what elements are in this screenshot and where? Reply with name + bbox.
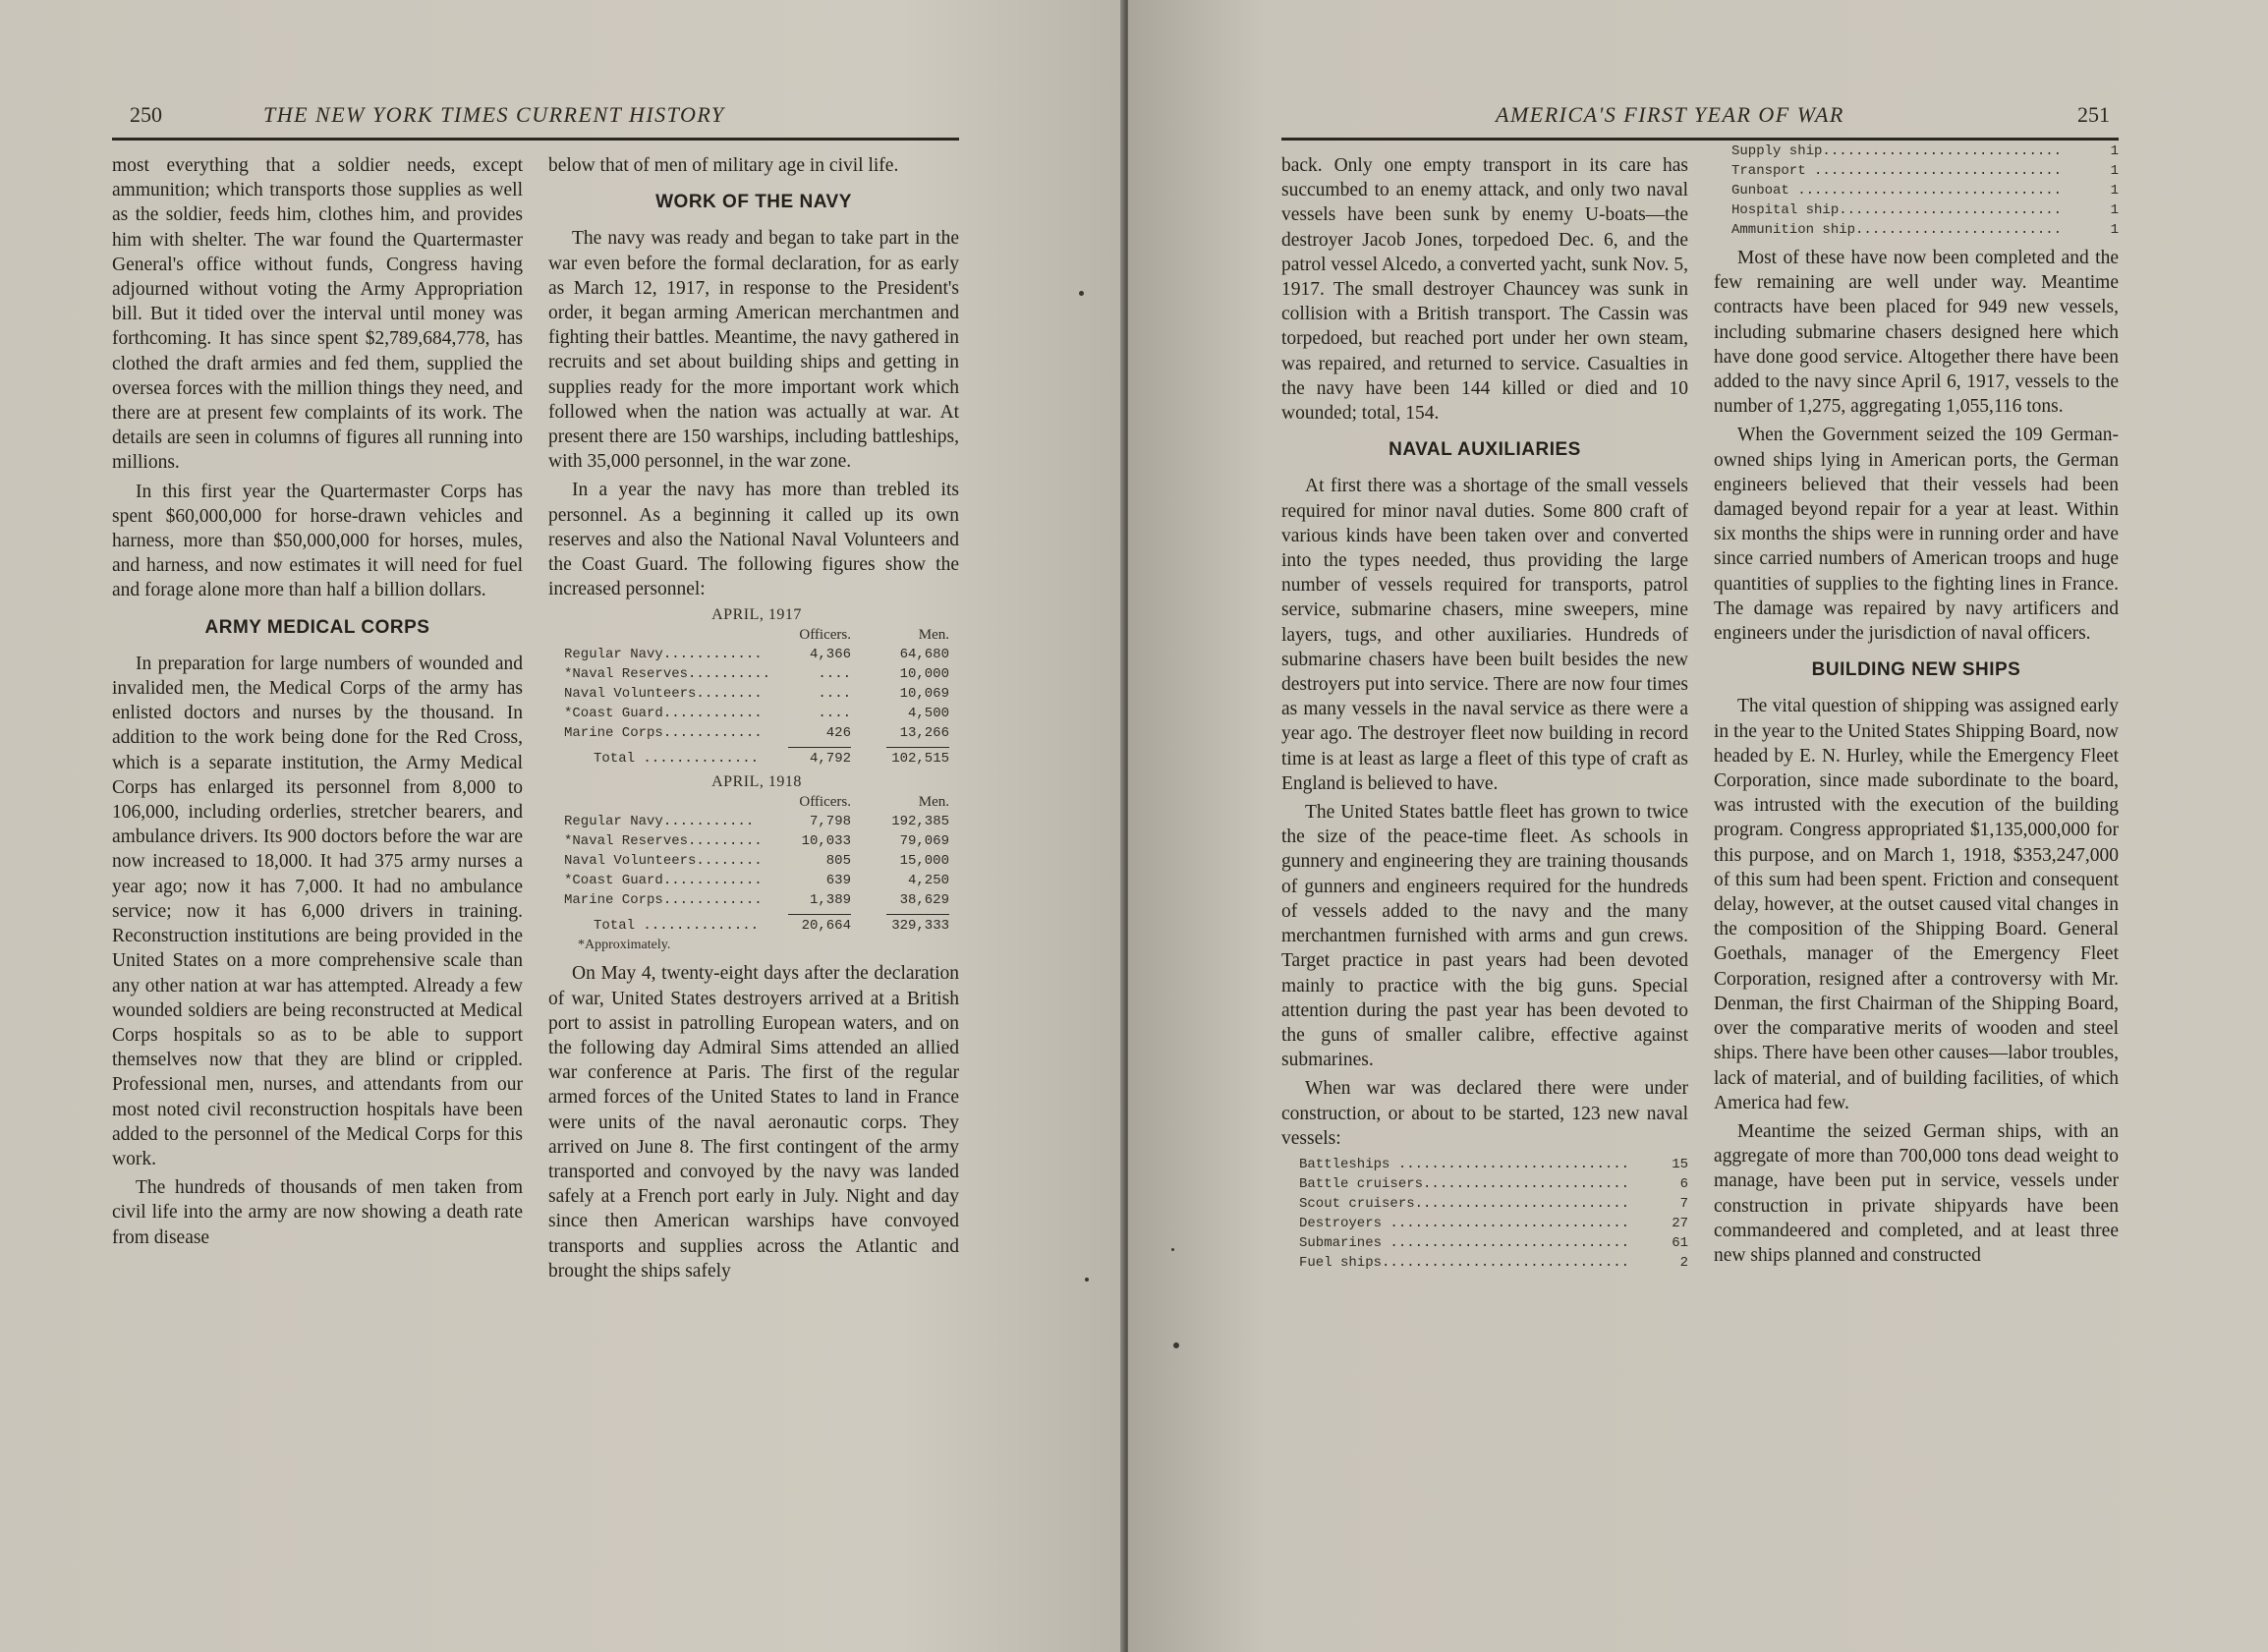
row-men: 64,680 [899, 647, 949, 663]
list-item [1731, 142, 2119, 161]
list-item [1299, 1233, 1688, 1253]
row-label: Marine Corps............ [564, 725, 763, 742]
list-item [1299, 1155, 1688, 1174]
paragraph: The navy was ready and began to take part in the war even before the formal declaration, for as early as March 12, 1917, in response to the President's order, it began arming American merchantmen and fighting their battles. Meantime, the navy gathered in recruits and set about building ships and getting in supplies ready for the more important work which followed when the nation was actually at war. At present there are 150 warships, including battleships, with 35,000 personnel, in the war zone. [548, 228, 959, 473]
row-officers: 639 [825, 873, 851, 889]
paragraph: In preparation for large numbers of wounded and invalided men, the Medical Corps of the army has enlisted doctors and nurses by the thousand. In addition to the work being done for the Red Cross, which is a separate institution, the Army Medical Corps has enlarged its personnel from 8,000 to 106,000, including orderlies, stretcher bearers, and ambulance drivers. Its 900 doctors before the war are now increased to 18,000. It had 375 army nurses a year ago; now it has 7,000. It had no ambulance service; now it has 6,000 drivers in training. Reconstruction institutions are being provided in the United States on a more comprehensive scale than any other nation at war has attempted. Already a few wounded soldiers are being reconstructed at Medical Corps hospitals so as to be able to support themselves now that they are blind or crippled. Professional men, nurses, and attendants from our most noted civil reconstruction hospitals have been added to the personnel of the Medical Corps for this work. [112, 653, 523, 1169]
paragraph: In a year the navy has more than trebled its personnel. As a beginning it called up its own reserves and also the National Naval Volunteers and the Coast Guard. The following figures show the increased personnel: [548, 480, 959, 600]
list-item [1299, 1194, 1688, 1214]
paragraph: Most of these have now been completed and the few remaining are well under way. Meantime contracts have been placed for 949 new vessels, including submarine chasers designed here which have done good service. Altogether there have been added to the navy since April 6, 1917, vessels to the number of 1,275, aggregating 1,055,116 tons. [1714, 248, 2119, 418]
section-heading-army-medical-corps: ARMY MEDICAL CORPS [204, 616, 430, 638]
item-label: Supply ship............................. [1731, 143, 2063, 159]
table-row [564, 851, 949, 871]
total-officers: 20,664 [801, 918, 851, 935]
print-speck [1079, 291, 1084, 296]
list-item [1299, 1253, 1688, 1273]
table-row [564, 664, 949, 684]
table-heading: APRIL, 1918 [711, 773, 802, 791]
column-header-officers: Officers. [799, 627, 851, 644]
list-item [1731, 220, 2119, 240]
total-men: 329,333 [891, 918, 949, 935]
paragraph: In this first year the Quartermaster Corps has spent $60,000,000 for horse-drawn vehicles and harness, more than $50,000,000 for horses, mules, and harness, and now estimates it will need for fuel and forage alone more than half a billion dollars. [112, 481, 523, 601]
right-column-1 [1281, 153, 1688, 1279]
item-label: Submarines ............................. [1299, 1234, 1630, 1251]
total-label: Total .............. [594, 918, 760, 935]
table-row [564, 723, 949, 743]
header-rule-left [112, 138, 959, 141]
paragraph: When war was declared there were under construction, or about to be started, 123 new naval vessels: [1281, 1078, 1688, 1149]
item-value: 1 [2110, 183, 2119, 199]
paragraph: At first there was a shortage of the small vessels required for minor naval duties. Some 800 craft of various kinds have been taken over and converted into the types needed, thus providing the large number of vessels required for transports, patrol service, submarine chasers, mine sweepers, mine layers, tugs, and other auxiliaries. Hundreds of submarine chasers have been built besides the new destroyers put into service. There are now four times as many vessels in the naval service as there were a year ago. The destroyer fleet now building in record time is at least as large a fleet of this type of craft as England is believed to have. [1281, 476, 1688, 794]
page-number-right: 251 [2077, 102, 2110, 127]
left-page [0, 0, 1124, 1652]
vessel-list [1281, 1155, 1688, 1273]
item-value: 2 [1679, 1254, 1688, 1271]
list-item [1731, 161, 2119, 181]
item-label: Destroyers ............................. [1299, 1215, 1630, 1231]
row-men: 192,385 [891, 814, 949, 830]
paragraph: below that of men of military age in civil life. [548, 155, 899, 176]
paragraph: On May 4, twenty-eight days after the declaration of war, United States destroyers arrived at a British port to assist in patrolling European waters, and on the following day Admiral Sims attended an allied war conference at Paris. The first of the regular armed forces of the United States to land in France were units of the naval aeronautic corps. They arrived on June 8. The first contingent of the army transported and convoyed by the navy was landed safely at a French port early in July. Night and day since then American warships have convoyed transports and supplies across the Atlantic and brought the ships safely [548, 963, 959, 1282]
column-header-officers: Officers. [799, 794, 851, 811]
paragraph: The United States battle fleet has grown to twice the size of the peace-time fleet. As schools in gunnery and engineering they are training thousands of gunners and engineers required for the hundreds of vessels added to the navy and the many merchantmen furnished with arms and gun crews. Target practice in past years had been devoted mainly to practice with the big guns. Special attention during the past year has been devoted to the guns of smaller calibre, effective against submarines. [1281, 802, 1688, 1071]
row-label: Marine Corps............ [564, 892, 763, 909]
item-label: Scout cruisers.......................... [1299, 1195, 1630, 1212]
section-heading-work-of-the-navy: WORK OF THE NAVY [655, 192, 852, 213]
row-men: 4,250 [907, 873, 949, 889]
row-officers: 7,798 [809, 814, 851, 830]
row-label: Naval Volunteers........ [564, 686, 763, 703]
print-speck [1085, 1278, 1089, 1282]
paragraph: When the Government seized the 109 German-owned ships lying in American ports, the German engineers believed that their vessels had been damaged beyond repair for a year at least. Within six months the ships were in running order and have since carried numbers of American troops and huge quantities of supplies to the fighting lines in France. The damage was repaired by navy artificers and engineers under the jurisdiction of naval officers. [1714, 425, 2119, 645]
list-item [1299, 1174, 1688, 1194]
item-label: Hospital ship........................... [1731, 202, 2063, 218]
right-column-2 [1714, 142, 2119, 1272]
left-column-2 [548, 153, 959, 1287]
item-value: 27 [1672, 1215, 1688, 1231]
row-officers: 10,033 [801, 833, 851, 850]
page-number-left: 250 [130, 102, 162, 127]
item-value: 7 [1679, 1195, 1688, 1212]
row-label: *Coast Guard............ [564, 873, 763, 889]
item-value: 15 [1672, 1156, 1688, 1172]
paragraph: back. Only one empty transport in its care has succumbed to an enemy attack, and only two naval vessels have been sunk by enemy U-boats—the destroyer Jacob Jones, torpedoed Dec. 6, and the patrol vessel Alcedo, a converted yacht, sunk Nov. 5, 1917. The small destroyer Chauncey was sunk in collision with a British transport. The Cassin was torpedoed, but reached port under her own steam, was repaired, and returned to service. Casualties in the navy have been 144 killed or died and 10 wounded; total, 154. [1281, 155, 1688, 425]
paragraph: The vital question of shipping was assigned early in the year to the United States Shipping Board, now headed by E. N. Hurley, while the Emergency Fleet Corporation, since made subordinate to the board, was intrusted with the execution of the building program. Congress appropriated $1,135,000,000 for this purpose, and on March 1, 1918, $353,247,000 of this sum had been spent. Friction and consequent delay, however, at the outset caused vital changes in the composition of the Shipping Board. General Goethals, manager of the Emergency Fleet Corporation, resigned after a controversy with Mr. Denman, the first Chairman of the Shipping Board, over the comparative merits of wooden and steel ships. There have been other causes—labor troubles, lack of material, and of building facilities, of which America had few. [1714, 696, 2119, 1113]
item-label: Ammunition ship......................... [1731, 222, 2063, 238]
left-column-1 [112, 153, 523, 1254]
table-heading: APRIL, 1917 [711, 606, 802, 624]
row-officers: 805 [825, 853, 851, 870]
paragraph: Meantime the seized German ships, with an aggregate of more than 700,000 tons dead weight to manage, have been put in service, vessels under construction in private shipyards have been commandeered and completed, and at least three new ships planned and constructed [1714, 1120, 2119, 1266]
total-men: 102,515 [891, 751, 949, 768]
item-label: Transport .............................. [1731, 163, 2063, 179]
section-heading-naval-auxiliaries: NAVAL AUXILIARIES [1389, 439, 1581, 461]
item-value: 1 [2110, 222, 2119, 238]
vessel-list-continued [1714, 142, 2119, 240]
paragraph: The hundreds of thousands of men taken from civil life into the army are now showing a death rate from disease [112, 1177, 523, 1248]
total-officers: 4,792 [809, 751, 851, 768]
paragraph: most everything that a soldier needs, except ammunition; which transports those supplies as well as the soldier, feeds him, clothes him, and provides him with shelter. The war found the Quartermaster General's office without funds, Congress having adjourned without voting the Army Appropriation bill. But it tided over the interval until money was forthcoming. It has since spent $2,789,684,778, has clothed the draft armies and fed them, supplied the oversea forces with the million things they need, and there are at present few complaints of its work. The details are seen in columns of figures all running into millions. [112, 155, 523, 474]
table-footnote: *Approximately. [578, 938, 671, 953]
table-column-headers [564, 792, 949, 812]
item-value: 6 [1679, 1175, 1688, 1192]
table-row [564, 871, 949, 890]
row-men: 10,000 [899, 666, 949, 683]
table-row [564, 684, 949, 704]
table-column-headers [564, 625, 949, 645]
row-label: *Naval Reserves.......... [564, 666, 771, 683]
running-head-left: THE NEW YORK TIMES CURRENT HISTORY [263, 102, 725, 127]
print-speck [1173, 1342, 1179, 1348]
row-label: *Coast Guard............ [564, 706, 763, 722]
table-total-row [564, 749, 949, 769]
list-item [1731, 181, 2119, 200]
row-men: 10,069 [899, 686, 949, 703]
row-label: Naval Volunteers........ [564, 853, 763, 870]
item-label: Battleships ............................ [1299, 1156, 1630, 1172]
item-label: Battle cruisers......................... [1299, 1175, 1630, 1192]
row-officers: 1,389 [809, 892, 851, 909]
item-value: 1 [2110, 143, 2119, 159]
item-label: Gunboat ................................ [1731, 183, 2063, 199]
item-value: 1 [2110, 202, 2119, 218]
table-total-row [564, 916, 949, 936]
item-value: 61 [1672, 1234, 1688, 1251]
table-row [564, 890, 949, 910]
row-officers: .... [818, 706, 851, 722]
print-speck [1171, 1248, 1174, 1251]
row-men: 79,069 [899, 833, 949, 850]
row-label: Regular Navy........... [564, 814, 755, 830]
header-rule-right [1281, 138, 2119, 141]
row-officers: .... [818, 686, 851, 703]
running-head-right: AMERICA'S FIRST YEAR OF WAR [1496, 102, 1844, 127]
column-header-men: Men. [918, 794, 949, 811]
total-label: Total .............. [594, 751, 760, 768]
row-men: 4,500 [907, 706, 949, 722]
column-header-men: Men. [918, 627, 949, 644]
right-page [1128, 0, 2268, 1652]
list-item [1731, 200, 2119, 220]
personnel-table-1917 [564, 605, 949, 769]
row-men: 13,266 [899, 725, 949, 742]
personnel-table-1918 [564, 772, 949, 955]
row-men: 38,629 [899, 892, 949, 909]
item-value: 1 [2110, 163, 2119, 179]
row-men: 15,000 [899, 853, 949, 870]
table-row [564, 645, 949, 664]
table-row [564, 812, 949, 831]
table-row [564, 831, 949, 851]
list-item [1299, 1214, 1688, 1233]
row-label: Regular Navy............ [564, 647, 763, 663]
table-row [564, 704, 949, 723]
row-officers: 4,366 [809, 647, 851, 663]
item-label: Fuel ships.............................. [1299, 1254, 1630, 1271]
row-label: *Naval Reserves......... [564, 833, 763, 850]
row-officers: .... [818, 666, 851, 683]
section-heading-building-new-ships: BUILDING NEW SHIPS [1811, 659, 2021, 681]
row-officers: 426 [825, 725, 851, 742]
